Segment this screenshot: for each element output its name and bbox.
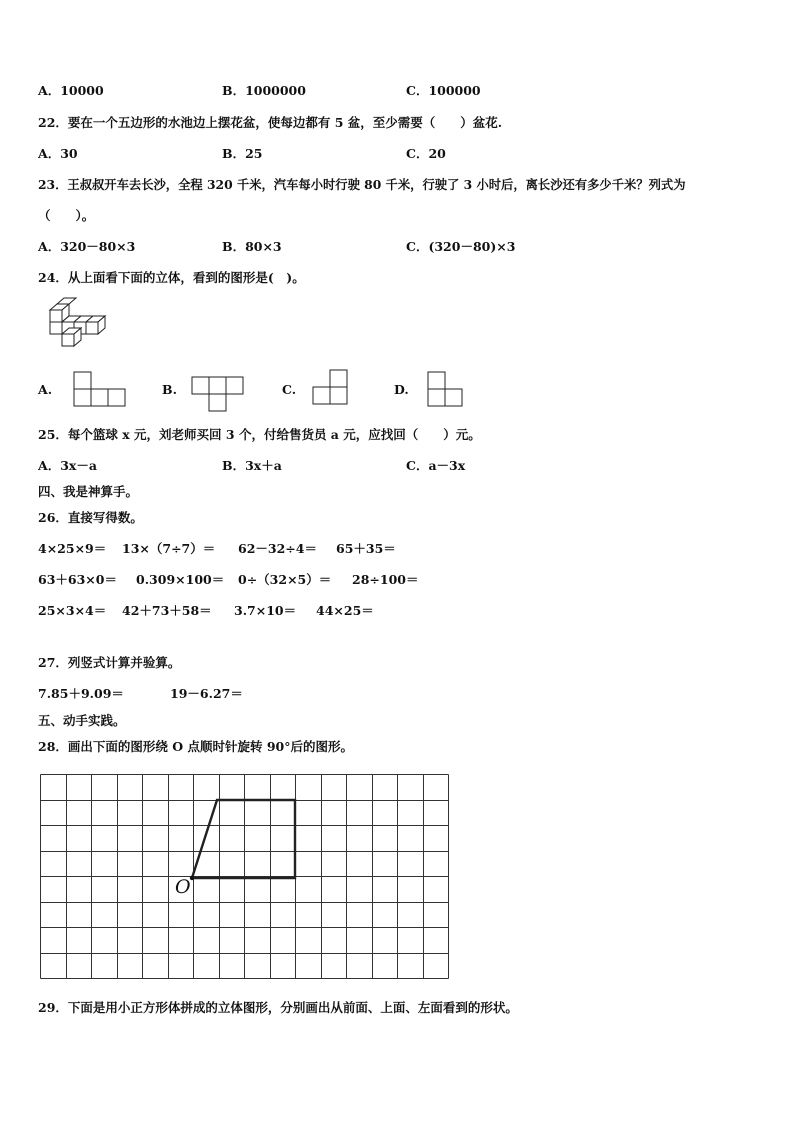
q26-r2-c2: 0.309×100＝ xyxy=(136,572,225,587)
q24-question: 24．从上面看下面的立体，看到的图形是( )。 xyxy=(38,270,305,285)
section-4-heading: 四、我是神算手。 xyxy=(38,484,139,499)
q21-option-a: A．10000 xyxy=(38,83,104,98)
q22-option-b: B．25 xyxy=(222,146,263,161)
q23-question-line2: （ ）。 xyxy=(38,208,95,223)
q22-option-a: A．30 xyxy=(38,146,78,161)
q26-r2-c1: 63＋63×0＝ xyxy=(38,572,117,587)
q22-question: 22．要在一个五边形的水池边上摆花盆，使每边都有 5 盆，至少需要（ ）盆花. xyxy=(38,115,503,130)
q29-question: 29．下面是用小正方形体拼成的立体图形，分别画出从前面、上面、左面看到的形状。 xyxy=(38,1000,518,1015)
q25-question: 25．每个篮球 x 元，刘老师买回 3 个，付给售货员 a 元，应找回（ ）元。 xyxy=(38,427,481,442)
q26-r1-c2: 13×（7÷7）＝ xyxy=(122,541,216,556)
q25-option-a: A．3x－a xyxy=(38,458,97,473)
q27-expr-2: 19－6.27＝ xyxy=(170,686,243,701)
q24-option-b-label: B. xyxy=(162,382,177,397)
q24-option-a-label: A. xyxy=(38,382,53,397)
q25-option-b: B．3x＋a xyxy=(222,458,282,473)
q26-title: 26．直接写得数。 xyxy=(38,510,143,525)
q26-r3-c1: 25×3×4＝ xyxy=(38,603,107,618)
q26-r3-c2: 42＋73＋58＝ xyxy=(122,603,212,618)
q26-r3-c4: 44×25＝ xyxy=(316,603,374,618)
q24-option-b-figure xyxy=(192,377,246,413)
q24-option-c-label: C. xyxy=(282,382,297,397)
q28-parallelogram-shape xyxy=(192,800,295,878)
q27-title: 27．列竖式计算并验算。 xyxy=(38,655,181,670)
section-5-heading: 五、动手实践。 xyxy=(38,713,126,728)
q24-3d-cubes-figure xyxy=(46,300,116,352)
q24-option-a-figure xyxy=(74,372,128,408)
q28-point-o-label: O xyxy=(175,876,191,898)
q21-option-b: B．1000000 xyxy=(222,83,306,98)
q26-r2-c4: 28÷100＝ xyxy=(352,572,419,587)
q22-option-c: C．20 xyxy=(406,146,446,161)
q21-option-c: C．100000 xyxy=(406,83,481,98)
q24-option-c-figure xyxy=(313,370,351,408)
q27-expr-1: 7.85＋9.09＝ xyxy=(38,686,124,701)
q24-option-d-label: D. xyxy=(394,382,409,397)
q26-r3-c3: 3.7×10＝ xyxy=(234,603,297,618)
q23-question-line1: 23．王叔叔开车去长沙，全程 320 千米，汽车每小时行驶 80 千米，行驶了 3 小时后，离长沙还有多少千米？列式为 xyxy=(38,177,686,192)
q24-option-d-figure xyxy=(428,372,466,410)
q26-r2-c3: 0÷（32×5）＝ xyxy=(238,572,332,587)
q26-r1-c3: 62－32÷4＝ xyxy=(238,541,317,556)
q26-r1-c4: 65＋35＝ xyxy=(336,541,396,556)
q23-option-c: C．(320－80)×3 xyxy=(406,239,516,254)
q28-square-grid xyxy=(40,774,448,980)
q25-option-c: C．a－3x xyxy=(406,458,466,473)
q23-option-a: A．320－80×3 xyxy=(38,239,136,254)
q26-r1-c1: 4×25×9＝ xyxy=(38,541,107,556)
q28-question: 28．画出下面的图形绕 O 点顺时针旋转 90°后的图形。 xyxy=(38,739,353,754)
q23-option-b: B．80×3 xyxy=(222,239,282,254)
